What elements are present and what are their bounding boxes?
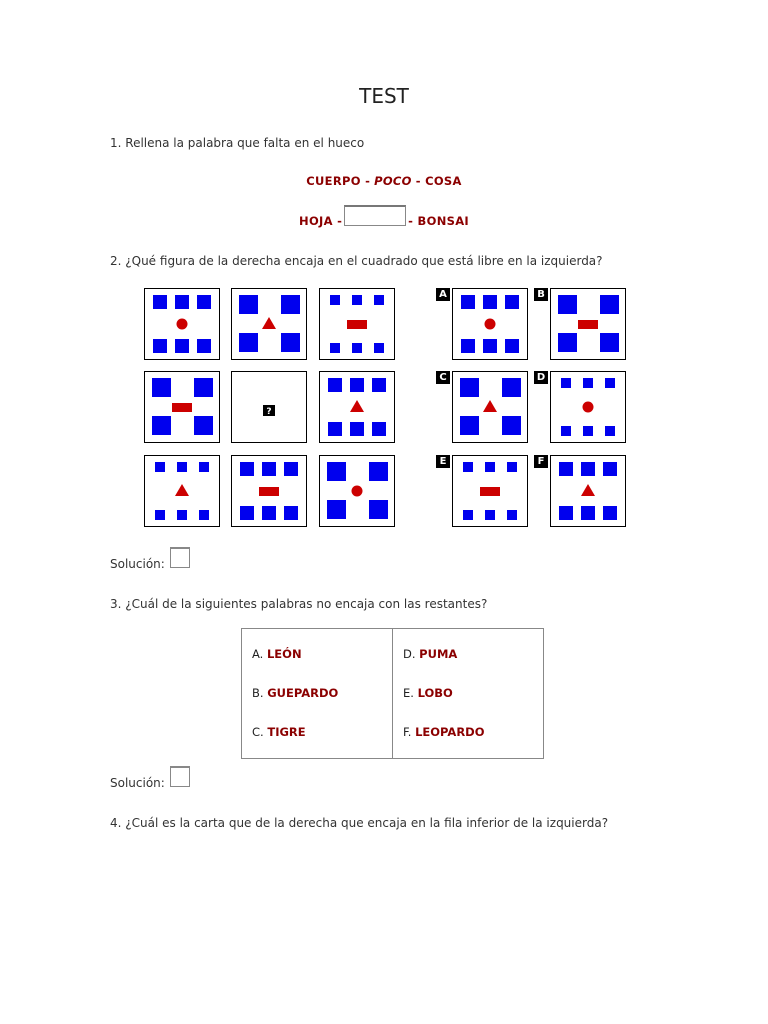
option-figure <box>551 372 625 442</box>
option-label-e: E <box>436 455 450 468</box>
page-title: TEST <box>359 84 409 108</box>
example-line <box>0 174 768 188</box>
puzzle-figure <box>232 456 306 526</box>
word-item: E. LOBO <box>403 686 453 700</box>
example-word-3: - COSA <box>415 174 462 188</box>
word-item: C. TIGRE <box>252 725 306 739</box>
solution-label-2: Solución: <box>110 557 165 571</box>
option-cell-c[interactable] <box>452 371 528 443</box>
option-figure <box>453 289 527 359</box>
puzzle-line <box>0 214 768 228</box>
option-label-c: C <box>436 371 450 384</box>
option-cell-a[interactable] <box>452 288 528 360</box>
question-4-text: 4. ¿Cuál es la carta que de la derecha que encaja en la fila inferior de la izquierda? <box>110 816 609 830</box>
svg-text:?: ? <box>266 407 272 417</box>
word-item: A. LEÓN <box>252 647 302 661</box>
solution-label-3: Solución: <box>110 776 165 790</box>
puzzle-word-1: HOJA - <box>299 214 343 228</box>
word-item: B. GUEPARDO <box>252 686 339 700</box>
puzzle-cell <box>144 371 220 443</box>
puzzle-figure <box>232 372 306 442</box>
answer-input-1[interactable] <box>344 205 406 226</box>
option-figure <box>551 289 625 359</box>
question-3-text: 3. ¿Cuál de la siguientes palabras no encaja con las restantes? <box>110 597 488 611</box>
option-figure <box>551 456 625 526</box>
word-item: F. LEOPARDO <box>403 725 485 739</box>
word-item: D. PUMA <box>403 647 458 661</box>
question-1-text: 1. Rellena la palabra que falta en el hueco <box>110 136 365 150</box>
puzzle-figure <box>320 372 394 442</box>
option-cell-f[interactable] <box>550 455 626 527</box>
option-label-f: F <box>534 455 548 468</box>
puzzle-cell <box>319 455 395 527</box>
puzzle-cell <box>144 455 220 527</box>
puzzle-cell <box>144 288 220 360</box>
solution-input-2[interactable] <box>170 547 190 568</box>
option-figure <box>453 456 527 526</box>
puzzle-cell <box>231 455 307 527</box>
puzzle-figure <box>145 372 219 442</box>
option-label-d: D <box>534 371 548 384</box>
option-label-a: A <box>436 288 450 301</box>
puzzle-cell <box>231 371 307 443</box>
puzzle-cell <box>319 288 395 360</box>
puzzle-figure <box>320 456 394 526</box>
option-cell-d[interactable] <box>550 371 626 443</box>
puzzle-cell <box>319 371 395 443</box>
word-column-right <box>393 629 544 759</box>
puzzle-figure <box>320 289 394 359</box>
solution-input-3[interactable] <box>170 766 190 787</box>
example-word-1: CUERPO - <box>306 174 371 188</box>
word-table <box>241 628 544 759</box>
question-2-text: 2. ¿Qué figura de la derecha encaja en el cuadrado que está libre en la izquierda? <box>110 254 603 268</box>
option-figure <box>453 372 527 442</box>
word-column-left <box>242 629 393 759</box>
example-word-2: POCO <box>374 174 412 188</box>
option-cell-b[interactable] <box>550 288 626 360</box>
option-cell-e[interactable] <box>452 455 528 527</box>
puzzle-figure <box>145 456 219 526</box>
puzzle-cell <box>231 288 307 360</box>
option-label-b: B <box>534 288 548 301</box>
puzzle-figure <box>232 289 306 359</box>
puzzle-word-2: - BONSAI <box>408 214 469 228</box>
puzzle-figure <box>145 289 219 359</box>
